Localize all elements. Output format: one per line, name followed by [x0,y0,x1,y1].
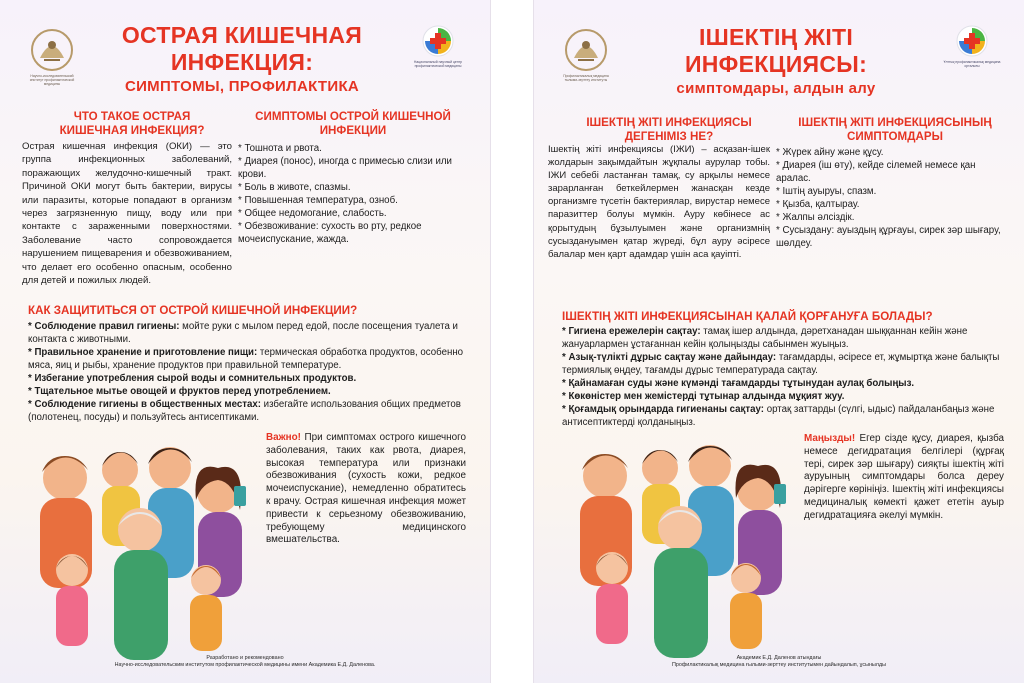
list-item: * Повышенная температура, озноб. [238,195,398,206]
institute-logo-caption: Научно-исследовательский институт профилактической медицины [29,74,75,86]
poster-kazakh [534,0,1024,683]
list-item: * Қоғамдық орындарда гигиенаны сақтау: ортақ заттарды (сүлгі, ыдыс) пайдаланбаңыз және антисептиктерді қолданыңыз. [562,404,995,428]
center-logo [404,24,472,68]
what-heading: ІШЕКТІҢ ЖІТІ ИНФЕКЦИЯСЫ ДЕГЕНІМІЗ НЕ? [586,116,752,143]
list-item: * Соблюдение гигиены в общественных местах: избегайте использования общих предметов (полотенец, посуды) и пользуйтесь антисептиками. [28,399,461,423]
list-item: * Боль в животе, спазмы. [238,182,351,193]
family-illustration [560,428,800,663]
important-label: Важно! [266,432,301,443]
institute-emblem-icon [564,28,608,72]
poster-title [626,24,926,98]
family-illustration-image [560,428,800,663]
footer-line-2: Профилактикалық медицина ғылыми-зерттеу институтымен дайындалып, ұсынылды [672,662,886,668]
list-item: * Көкөністер мен жемістерді тұтынар алдында мұқият жуу. [562,391,845,402]
institute-logo [560,28,612,82]
center-logo-caption: Национальный научный центр профилактической медицины [413,60,463,68]
protect-list [562,325,1002,429]
list-item: * Іштің ауыруы, спазм. [776,186,877,197]
title-sub: СИМПТОМЫ, ПРОФИЛАКТИКА [124,78,360,96]
list-item: * Азық-түлікті дұрыс сақтау және дайындау: тағамдарды, әсіресе ет, жұмыртқа және балықты термиялық өңдеу, тағамды дұрыс температурада сақтау. [562,352,1000,376]
medical-cross-icon [421,24,455,58]
list-item: * Қайнамаған суды және күмәнді тағамдарды тұтынудан аулақ болыңыз. [562,378,915,389]
list-item: * Гигиена ережелерін сақтау: тамақ ішер алдында, дәретханадан шыққаннан кейін және жануарлармен ұстағаннан кейін қолыңызды сабынмен жуыңыз. [562,326,968,350]
poster-title [92,22,392,96]
center-logo [938,24,1006,68]
important-note [266,432,466,547]
institute-logo-caption: Профилактикалық медицина ғылыми-зерттеу институты [563,74,609,82]
symptoms-list [238,142,470,246]
protect-heading: ІШЕКТІҢ ЖІТІ ИНФЕКЦИЯСЫНАН ҚАЛАЙ ҚОРҒАНУҒА БОЛАДЫ? [562,310,933,323]
protect-list [28,320,468,424]
list-item: * Жалпы әлсіздік. [776,212,855,223]
symptoms-heading: СИМПТОМЫ ОСТРОЙ КИШЕЧНОЙ ИНФЕКЦИИ [255,110,451,137]
important-text: При симптомах острого кишечного заболевания, таких как рвота, диарея, высокая температура или признаки обезвоживания (сухость кожи, редкое мочеиспускание), немедленно обратитесь к врачу. Острая кишечная инфекция может привести к серьезному обезвоживанию, требующему медицинского вмешательства. [266,432,466,546]
important-text: Егер сізде құсу, диарея, қызба немесе дегидратация белгілері (құрғақ тері, сирек зәр шығару) сияқты ішектің жіті ауруының симптомдары болса дереу дәрігерге көрініңіз. Ішектің жіті инфекциясы медициналық көмекті қажет ететін ауыр дегидратацияға әкелуі мүмкін. [804,433,1004,521]
list-item: * Жүрек айну және құсу. [776,147,884,158]
title-sub: симптомдары, алдын алу [676,80,876,98]
list-item: * Обезвоживание: сухость во рту, редкое мочеиспускание, жажда. [238,221,422,245]
important-note [804,433,1004,523]
symptoms-heading: ІШЕКТІҢ ЖІТІ ИНФЕКЦИЯСЫНЫҢ СИМПТОМДАРЫ [798,116,992,143]
symptoms-list [776,146,1010,250]
footer-line-1: Академик Е.Д. Даленов атындағы [736,655,822,661]
footer-line-2: Научно-исследовательским институтом профилактической медицины имени Академика Е.Д. Даленова. [114,662,376,668]
what-heading: ЧТО ТАКОЕ ОСТРАЯ КИШЕЧНАЯ ИНФЕКЦИЯ? [59,110,205,137]
list-item: * Қызба, қалтырау. [776,199,860,210]
footer [0,655,490,669]
what-text: Острая кишечная инфекция (ОКИ) — это группа инфекционных заболеваний, поражающих желудочно-кишечный тракт. Причиной ОКИ могут быть бактерии, вирусы или паразиты, которые попадают в организм через загрязненную пищу, воду или при контакте с зараженными поверхностями. Заболевание часто сопровождается нарушением пищеварения и обезвоживанием, что делает его особенно опасным, особенно для детей и пожилых людей. [22,141,232,287]
footer-line-1: Разработано и рекомендовано [206,655,284,661]
footer [534,655,1024,669]
protect-heading: КАК ЗАЩИТИТЬСЯ ОТ ОСТРОЙ КИШЕЧНОЙ ИНФЕКЦИИ? [28,304,358,317]
list-item: * Общее недомогание, слабость. [238,208,387,219]
title-main: ОСТРАЯ КИШЕЧНАЯ ИНФЕКЦИЯ: [121,22,363,76]
center-logo-caption: Ұлттық профилактикалық медицина орталығы [943,60,1001,68]
institute-emblem-icon [30,28,74,72]
institute-logo [26,28,78,86]
what-text: Ішектің жіті инфекциясы (ІЖИ) – асқазан-ішек жолдарын зақымдайтын жұқпалы аурулар тобы. ІЖИ себебі ластанған тамақ, су арқылы немесе зарарланған беткейлермен жанасқан кезде организмге түсетін бактериялар, вирустар немесе паразиттер болуы мүмкін. Ауру көбінесе ас қорытудың бұзылуымен және организмнің сусыздануымен қатар жүреді, бұл ауру әсіресе балалар мен қарт адамдар үшін аса қауіпті. [548,144,770,260]
title-main: ІШЕКТІҢ ЖІТІ ИНФЕКЦИЯСЫ: [684,24,868,78]
list-item: * Диарея (іш өту), кейде сілемей немесе қан аралас. [776,160,976,184]
family-illustration [20,430,260,665]
list-item: * Тщательное мытье овощей и фруктов перед употреблением. [28,386,331,397]
poster-russian [0,0,490,683]
list-item: * Правильное хранение и приготовление пищи: термическая обработка продуктов, особенно мяса, яиц и рыбы, хранение продуктов при правильной температуре. [28,347,464,371]
list-item: * Диарея (понос), иногда с примесью слизи или крови. [238,156,452,180]
important-label: Маңызды! [804,433,856,444]
list-item: * Избегание употребления сырой воды и сомнительных продуктов. [28,373,357,384]
medical-cross-icon [955,24,989,58]
list-item: * Тошнота и рвота. [238,143,322,154]
list-item: * Сусыздану: ауыздың құрғауы, сирек зәр шығару, шөлдеу. [776,225,1001,249]
family-illustration-image [20,430,260,665]
list-item: * Соблюдение правил гигиены: мойте руки с мылом перед едой, после посещения туалета и контакта с животными. [28,321,458,345]
